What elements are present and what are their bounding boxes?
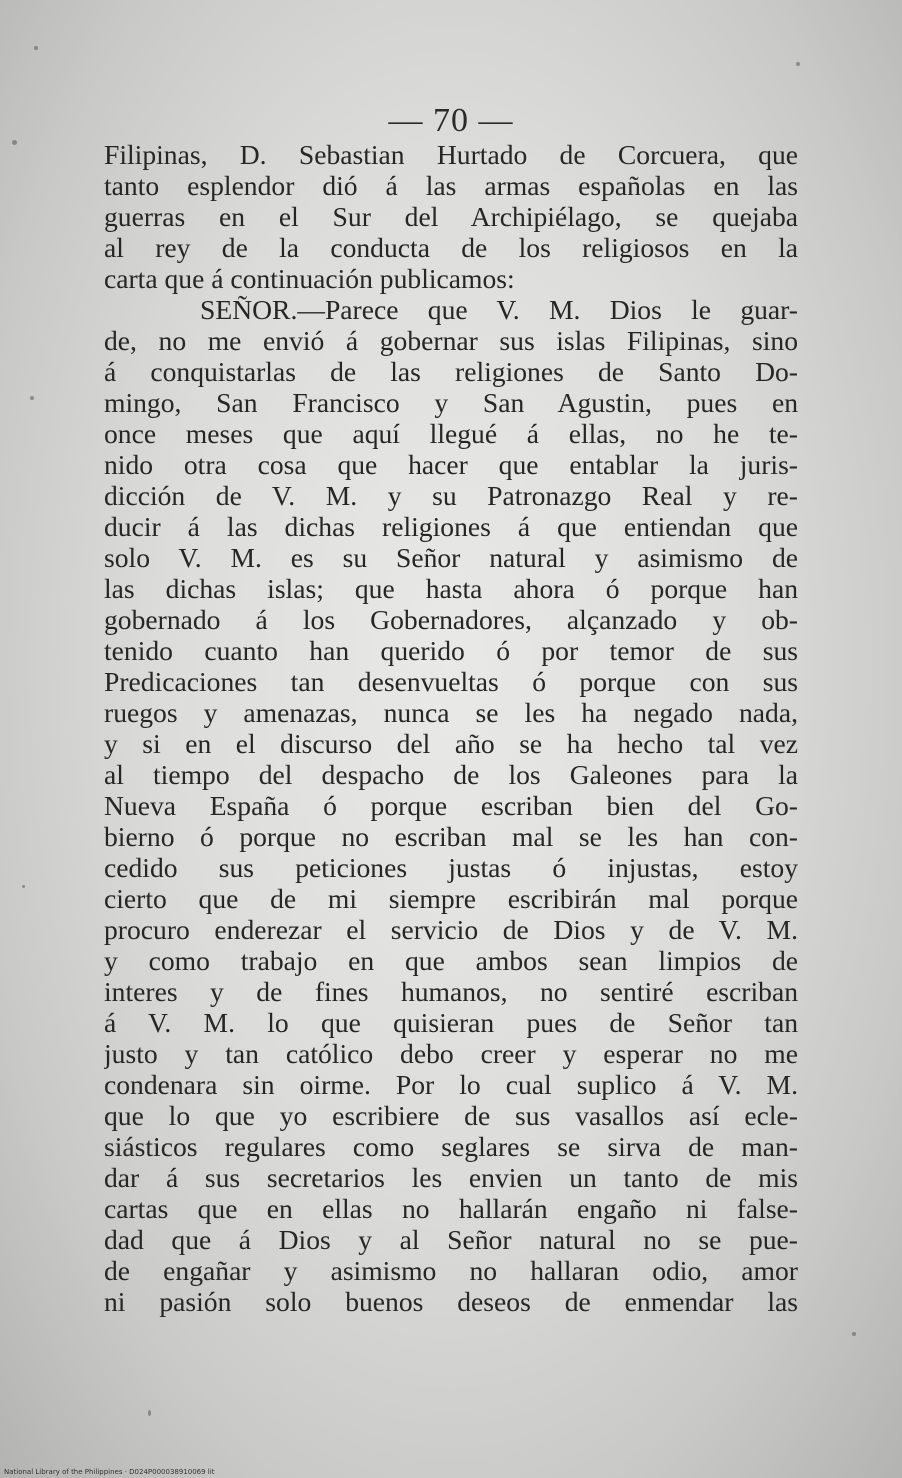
text-line: tenido cuanto han querido ó por temor de sus xyxy=(104,635,798,666)
text-line: once meses que aquí llegué á ellas, no he te- xyxy=(104,418,798,449)
text-line: ruegos y amenazas, nunca se les ha negado nada, xyxy=(104,697,798,728)
text-line: justo y tan católico debo creer y esperar no me xyxy=(104,1038,798,1069)
text-line: dicción de V. M. y su Patronazgo Real y re- xyxy=(104,480,798,511)
text-line: carta que á continuación publicamos: xyxy=(104,263,515,294)
text-line: dad que á Dios y al Señor natural no se pue- xyxy=(104,1224,798,1255)
text-line: condenara sin oirme. Por lo cual suplico á V. M. xyxy=(104,1069,798,1100)
text-line: gobernado á los Gobernadores, alçanzado y ob- xyxy=(104,604,798,635)
text-line: y si en el discurso del año se ha hecho tal vez xyxy=(104,728,798,759)
ink-speck xyxy=(30,396,34,400)
page-number: — 70 — xyxy=(388,102,514,139)
text-line: solo V. M. es su Señor natural y asimismo de xyxy=(104,542,798,573)
text-line: tanto esplendor dió á las armas españolas en las xyxy=(104,170,798,201)
text-line: cartas que en ellas no hallarán engaño ni false- xyxy=(104,1193,798,1224)
text-line: Predicaciones tan desenvueltas ó porque con sus xyxy=(104,666,798,697)
text-line: al rey de la conducta de los religiosos en la xyxy=(104,232,798,263)
text-line: cierto que de mi siempre escribirán mal porque xyxy=(104,883,798,914)
text-line: al tiempo del despacho de los Galeones para la xyxy=(104,759,798,790)
text-line: siásticos regulares como seglares se sirva de man- xyxy=(104,1131,798,1162)
text-line: de, no me envió á gobernar sus islas Filipinas, sino xyxy=(104,325,798,356)
text-line: las dichas islas; que hasta ahora ó porque han xyxy=(104,573,798,604)
text-line: que lo que yo escribiere de sus vasallos así ecle- xyxy=(104,1100,798,1131)
text-line: mingo, San Francisco y San Agustin, pues en xyxy=(104,387,798,418)
text-line: ducir á las dichas religiones á que entiendan que xyxy=(104,511,798,542)
text-line: guerras en el Sur del Archipiélago, se quejaba xyxy=(104,201,798,232)
text-line: procuro enderezar el servicio de Dios y de V. M. xyxy=(104,914,798,945)
text-line: de engañar y asimismo no hallaran odio, amor xyxy=(104,1255,798,1286)
text-line: cedido sus peticiones justas ó injustas, estoy xyxy=(104,852,798,883)
text-line: á conquistarlas de las religiones de Santo Do- xyxy=(104,356,798,387)
ink-speck xyxy=(22,885,25,888)
text-line: bierno ó porque no escriban mal se les han con- xyxy=(104,821,798,852)
text-line: SEÑOR.—Parece que V. M. Dios le guar- xyxy=(200,294,798,325)
text-line: dar á sus secretarios les envien un tanto de mis xyxy=(104,1162,798,1193)
text-line: nido otra cosa que hacer que entablar la juris- xyxy=(104,449,798,480)
text-line: ni pasión solo buenos deseos de enmendar las xyxy=(104,1286,798,1317)
text-line: interes y de fines humanos, no sentiré escriban xyxy=(104,976,798,1007)
text-line: á V. M. lo que quisieran pues de Señor tan xyxy=(104,1007,798,1038)
ink-speck xyxy=(148,1410,151,1416)
ink-speck xyxy=(852,1332,856,1336)
text-line: Filipinas, D. Sebastian Hurtado de Corcuera, que xyxy=(104,139,798,170)
text-line: Nueva España ó porque escriban bien del Go- xyxy=(104,790,798,821)
text-line: y como trabajo en que ambos sean limpios de xyxy=(104,945,798,976)
library-credit: National Library of the Philippines · D024P000038910069 lit xyxy=(4,1468,215,1476)
ink-speck xyxy=(34,46,38,50)
ink-speck xyxy=(12,140,17,145)
body-text xyxy=(104,139,798,1317)
ink-speck xyxy=(796,62,800,66)
